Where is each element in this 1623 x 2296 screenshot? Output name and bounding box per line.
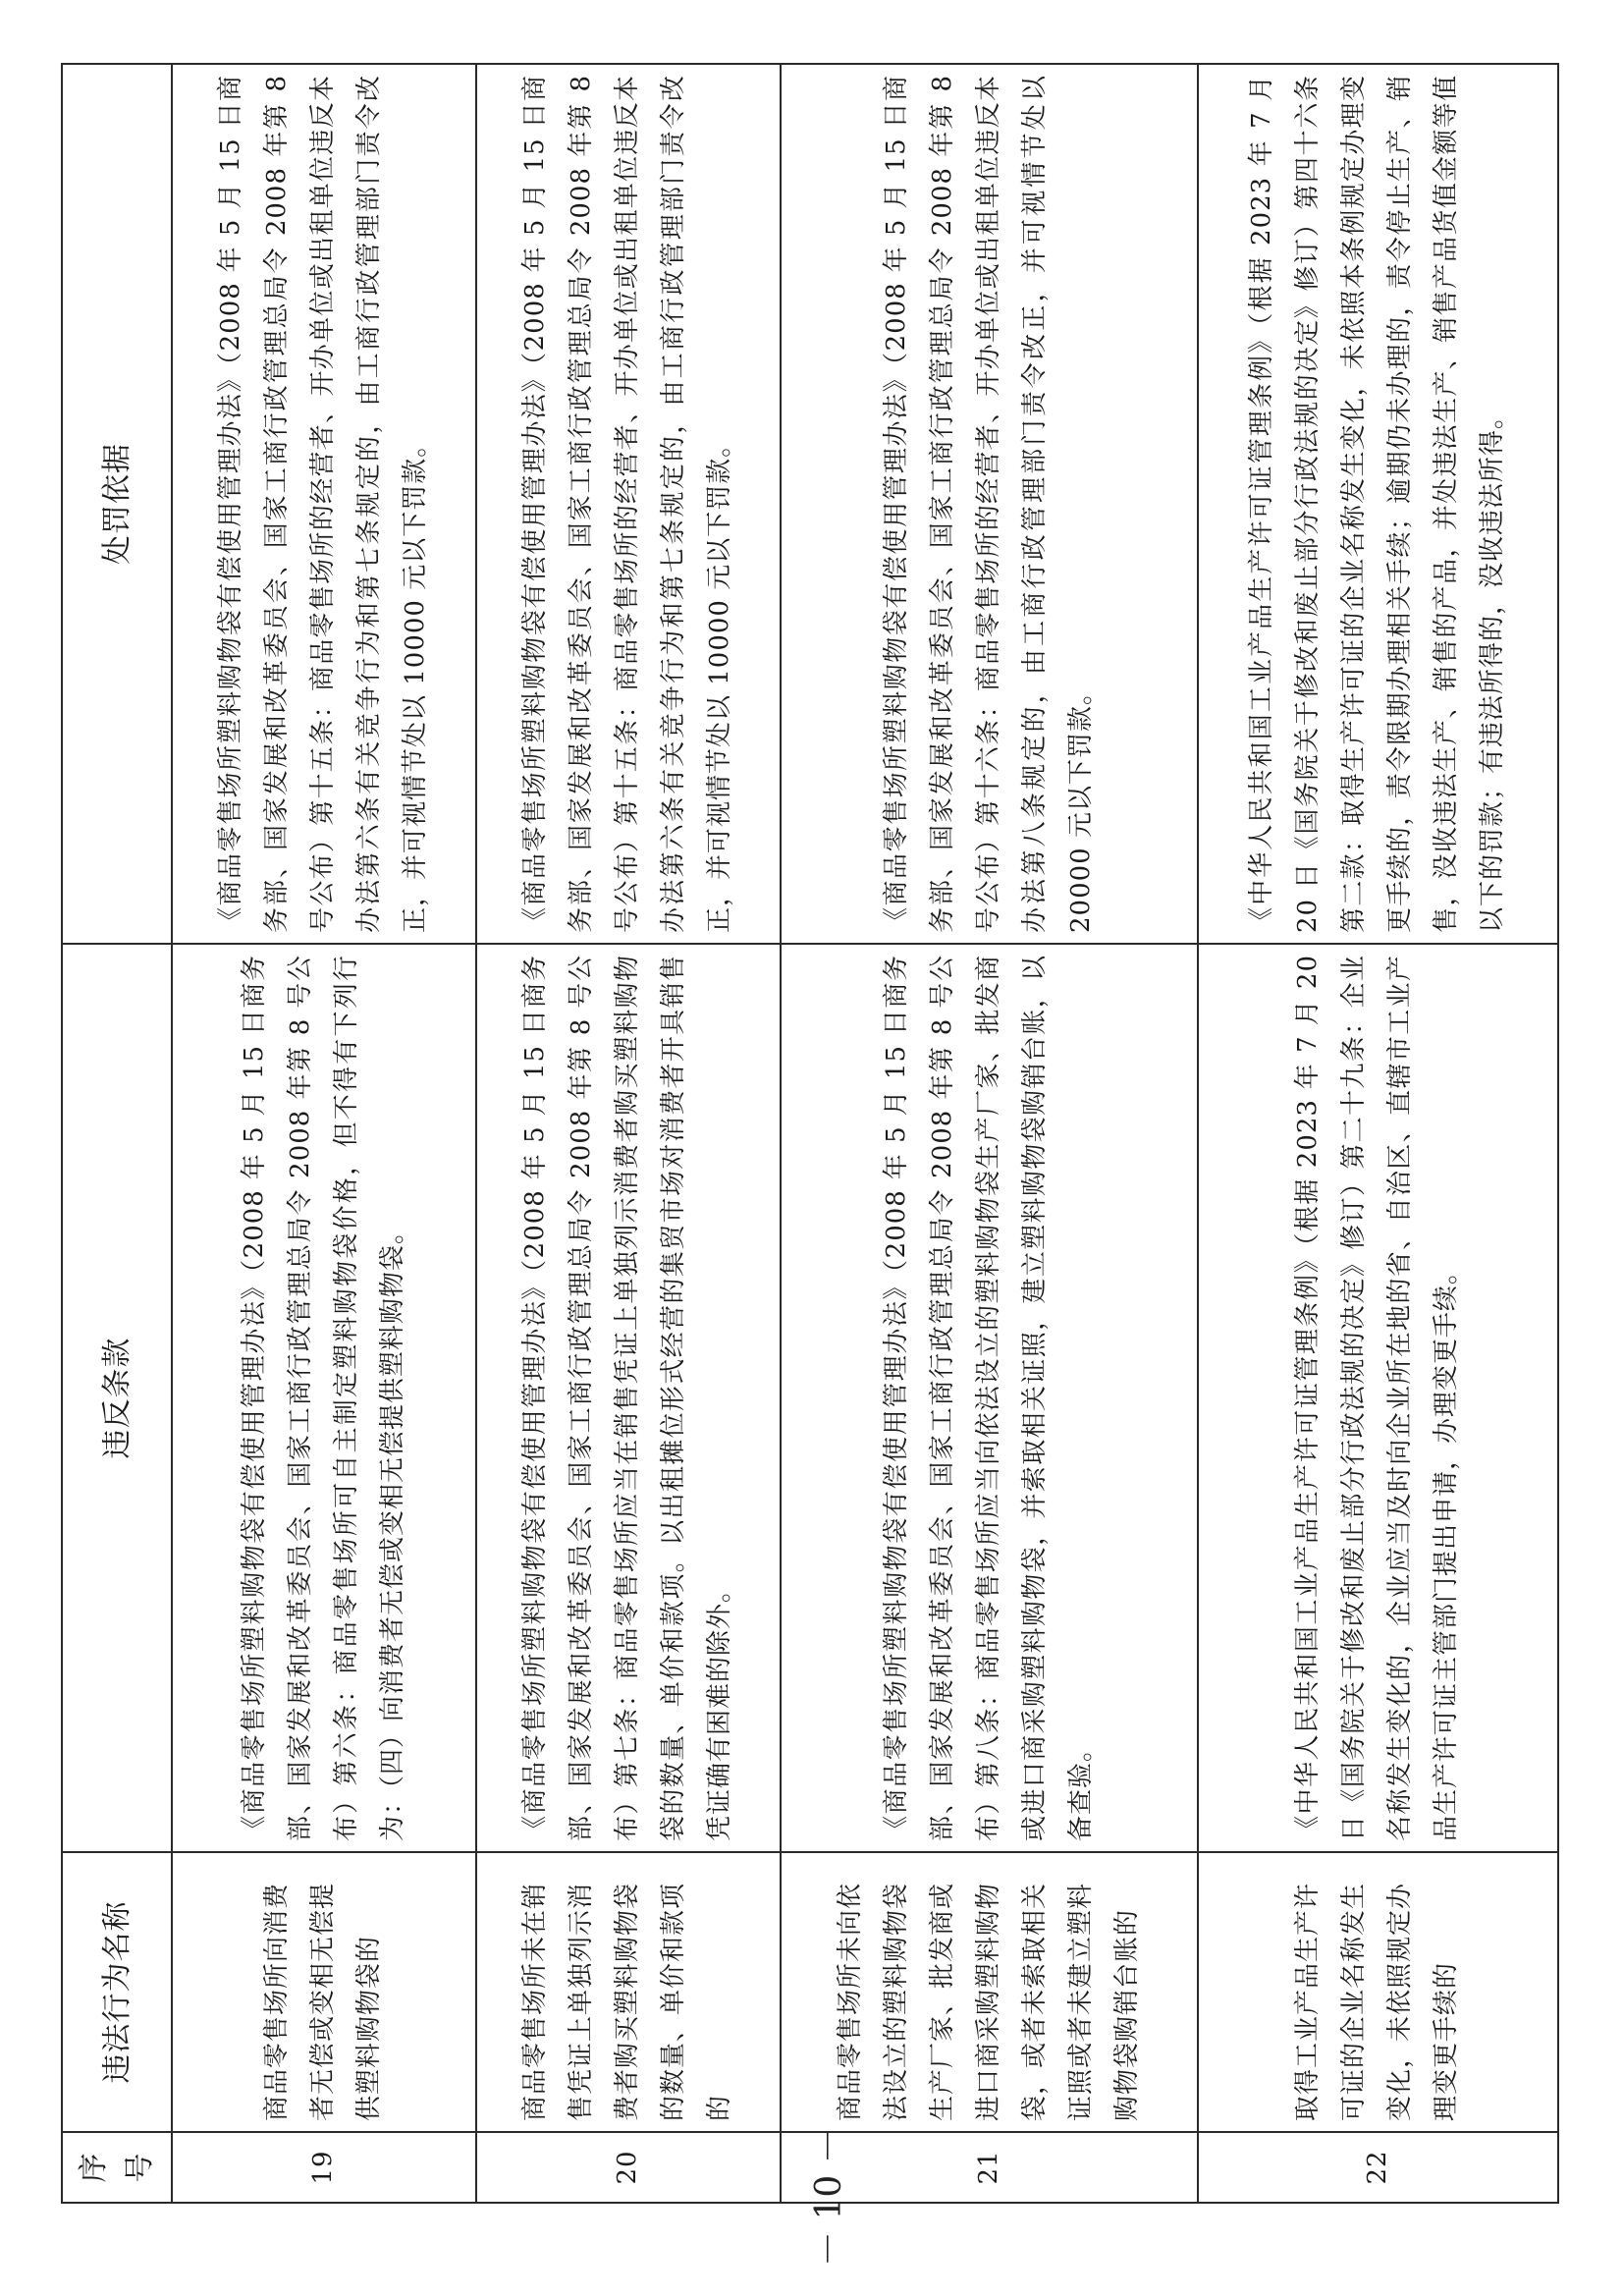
row-violation-name: 取得工业产品生产许可证的企业名称发生变化，未依照规定办理变更手续的 — [1198, 1852, 1558, 2132]
row-violation-name: 商品零售场所未在销售凭证上单独列示消费者购买塑料购物袋的数量、单价和款项的 — [476, 1852, 781, 2132]
row-seq: 19 — [172, 2132, 476, 2203]
row-penalty-basis: 《中华人民共和国工业产品生产许可证管理条例》（根据 2023 年 7 月 20 日《国务院关于修改和废止部分行政法规的决定》修订）第四十六条第二款：取得生产许可证的企业名称发生变化，未依照本条例规定办理变更手续的，责令限期办理相关手续；逾期仍未办理的，责令停止生产、销售，没收违法生产、销售的产品，并处违法生产、销售产品货值金额等值以下的罚款；有违法所得的，没收违法所得。 — [1198, 64, 1558, 944]
table-row — [781, 64, 1198, 2203]
header-violation-name: 违法行为名称 — [62, 1852, 172, 2132]
penalty-table — [61, 63, 1559, 2204]
page-number: － 10 － — [809, 2128, 849, 2267]
table-row — [1198, 64, 1558, 2203]
row-violated-article: 《商品零售场所塑料购物袋有偿使用管理办法》（2008 年 5 月 15 日商务部、国家发展和改革委员会、国家工商行政管理总局令 2008 年第 8 号公布）第七条：商品零售场所应当在销售凭证上单独列示消费者购买塑料购物袋的数量、单价和款项。以出租摊位形式经营的集贸市场对消费者开具销售凭证确有困难的除外。 — [476, 944, 781, 1852]
table-row — [172, 64, 476, 2203]
header-violated-article: 违反条款 — [62, 944, 172, 1852]
table-header-row — [62, 64, 172, 2203]
row-violated-article: 《中华人民共和国工业产品生产许可证管理条例》（根据 2023 年 7 月 20 日《国务院关于修改和废止部分行政法规的决定》修订）第二十九条：企业名称发生变化的，企业应当及时向企业所在地的省、自治区、直辖市工业产品生产许可证主管部门提出申请，办理变更手续。 — [1198, 944, 1558, 1852]
row-seq: 20 — [476, 2132, 781, 2203]
row-penalty-basis: 《商品零售场所塑料购物袋有偿使用管理办法》（2008 年 5 月 15 日商务部、国家发展和改革委员会、国家工商行政管理总局令 2008 年第 8 号公布）第十六条：商品零售场所的经营者、开办单位或出租单位违反本办法第八条规定的，由工商行政管理部门责令改正，并可视情节处以 20000 元以下罚款。 — [781, 64, 1198, 944]
row-penalty-basis: 《商品零售场所塑料购物袋有偿使用管理办法》（2008 年 5 月 15 日商务部、国家发展和改革委员会、国家工商行政管理总局令 2008 年第 8 号公布）第十五条：商品零售场所的经营者、开办单位或出租单位违反本办法第六条有关竞争行为和第七条规定的，由工商行政管理部门责令改正，并可视情节处以 10000 元以下罚款。 — [172, 64, 476, 944]
rotated-page — [61, 63, 1559, 2204]
row-seq: 22 — [1198, 2132, 1558, 2203]
row-seq: 21 — [781, 2132, 1198, 2203]
row-violated-article: 《商品零售场所塑料购物袋有偿使用管理办法》（2008 年 5 月 15 日商务部、国家发展和改革委员会、国家工商行政管理总局令 2008 年第 8 号公布）第六条：商品零售场所可自主制定塑料购物袋价格，但不得有下列行为：（四）向消费者无偿或变相无偿提供塑料购物袋。 — [172, 944, 476, 1852]
row-violation-name: 商品零售场所未向依法设立的塑料购物袋生产厂家、批发商或进口商采购塑料购物袋，或者未索取相关证照或者未建立塑料购物袋购销台账的 — [781, 1852, 1198, 2132]
row-violated-article: 《商品零售场所塑料购物袋有偿使用管理办法》（2008 年 5 月 15 日商务部、国家发展和改革委员会、国家工商行政管理总局令 2008 年第 8 号公布）第八条：商品零售场所应当向依法设立的塑料购物袋生产厂家、批发商或进口商采购塑料购物袋，并索取相关证照，建立塑料购物袋购销台账，以备查验。 — [781, 944, 1198, 1852]
row-penalty-basis: 《商品零售场所塑料购物袋有偿使用管理办法》（2008 年 5 月 15 日商务部、国家发展和改革委员会、国家工商行政管理总局令 2008 年第 8 号公布）第十五条：商品零售场所的经营者、开办单位或出租单位违反本办法第六条有关竞争行为和第七条规定的，由工商行政管理部门责令改正，并可视情节处以 10000 元以下罚款。 — [476, 64, 781, 944]
table-row — [476, 64, 781, 2203]
row-violation-name: 商品零售场所向消费者无偿或变相无偿提供塑料购物袋的 — [172, 1852, 476, 2132]
header-penalty-basis: 处罚依据 — [62, 64, 172, 944]
header-seq: 序号 — [62, 2132, 172, 2203]
